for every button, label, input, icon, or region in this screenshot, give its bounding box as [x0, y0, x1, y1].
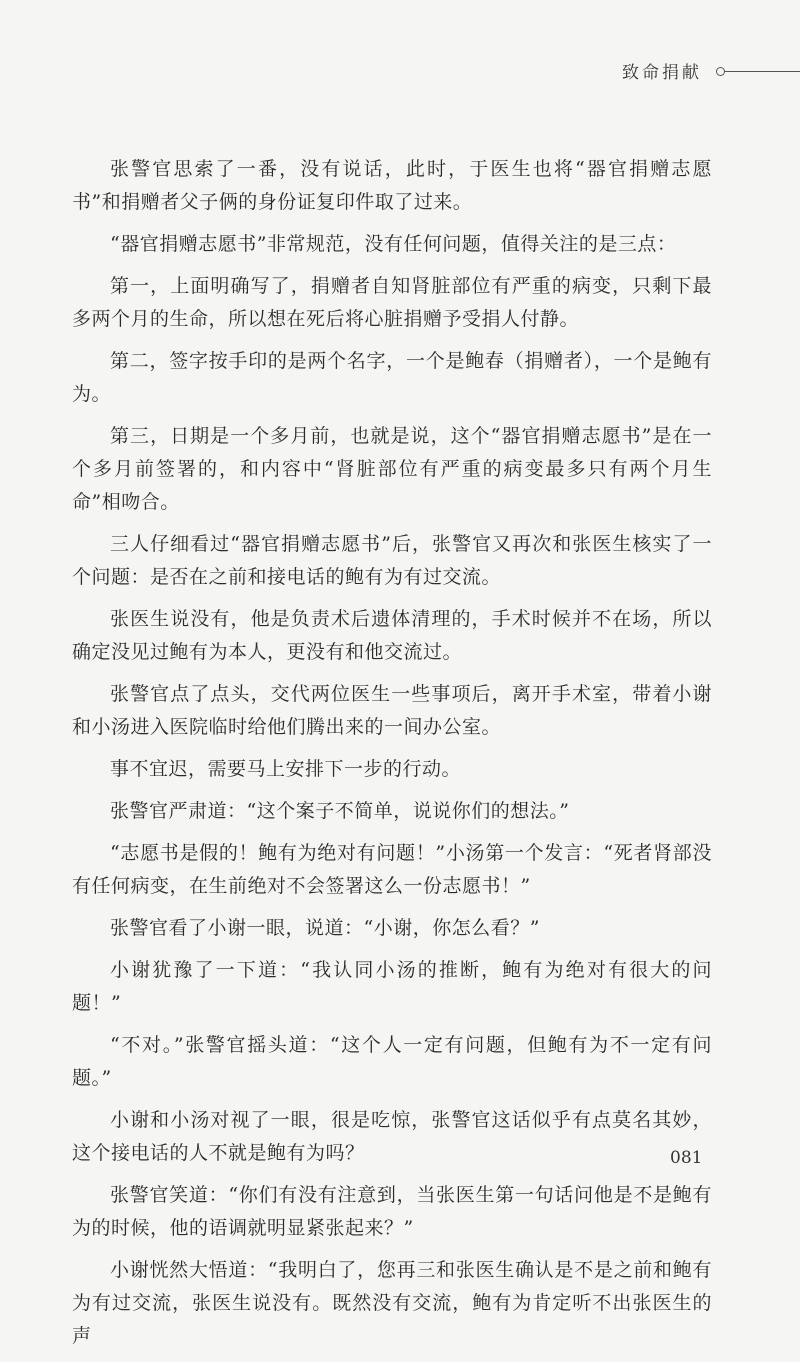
circle-ornament-icon: [716, 67, 725, 76]
paragraph: 第二，签字按手印的是两个名字，一个是鲍春（捐赠者），一个是鲍有为。: [72, 350, 712, 405]
paragraph: 张警官笑道：“你们有没有注意到，当张医生第一句话问他是不是鲍有为的时候，他的语调就明显紧张起来？”: [72, 1184, 712, 1239]
paragraph: 张警官思索了一番，没有说话，此时，于医生也将“器官捐赠志愿书”和捐赠者父子俩的身份证复印件取了过来。: [72, 158, 712, 213]
header-rule: [725, 71, 800, 72]
paragraph: 小谢恍然大悟道：“我明白了，您再三和张医生确认是不是之前和鲍有为有过交流，张医生说没有。既然没有交流，鲍有为肯定听不出张医生的声: [72, 1259, 712, 1347]
page-number: 081: [670, 1148, 703, 1168]
paragraph: “志愿书是假的！鲍有为绝对有问题！”小汤第一个发言：“死者肾部没有任何病变，在生前绝对不会签署这么一份志愿书！”: [72, 842, 712, 897]
paragraph: 张警官看了小谢一眼，说道：“小谢，你怎么看？”: [110, 917, 540, 939]
paragraph: 三人仔细看过“器官捐赠志愿书”后，张警官又再次和张医生核实了一个问题：是否在之前和接电话的鲍有为有过交流。: [72, 533, 712, 588]
book-title: 致命捐献: [622, 63, 702, 83]
paragraph: 张医生说没有，他是负责术后遗体清理的，手术时候并不在场，所以确定没见过鲍有为本人，更没有和他交流过。: [72, 608, 712, 663]
running-header: [0, 58, 800, 88]
paragraph: 张警官点了点头，交代两位医生一些事项后，离开手术室，带着小谢和小汤进入医院临时给他们腾出来的一间办公室。: [72, 683, 712, 738]
paragraph: 第一，上面明确写了，捐赠者自知肾脏部位有严重的病变，只剩下最多两个月的生命，所以想在死后将心脏捐赠予受捐人付静。: [72, 275, 712, 330]
paragraph: “器官捐赠志愿书”非常规范，没有任何问题，值得关注的是三点：: [110, 233, 677, 255]
paragraph: 张警官严肃道：“这个案子不简单，说说你们的想法。”: [110, 800, 570, 822]
paragraph: 第三，日期是一个多月前，也就是说，这个“器官捐赠志愿书”是在一个多月前签署的，和内容中“肾脏部位有严重的病变最多只有两个月生命”相吻合。: [72, 425, 712, 513]
paragraph: 小谢犹豫了一下道：“我认同小汤的推断，鲍有为绝对有很大的问题！”: [72, 959, 712, 1014]
paragraph: 事不宜迟，需要马上安排下一步的行动。: [110, 758, 462, 780]
body-text: [72, 153, 712, 1362]
paragraph: 小谢和小汤对视了一眼，很是吃惊，张警官这话似乎有点莫名其妙，这个接电话的人不就是鲍有为吗？: [72, 1109, 712, 1164]
paragraph: “不对。”张警官摇头道：“这个人一定有问题，但鲍有为不一定有问题。”: [72, 1034, 712, 1089]
header-ornament: [716, 64, 800, 80]
